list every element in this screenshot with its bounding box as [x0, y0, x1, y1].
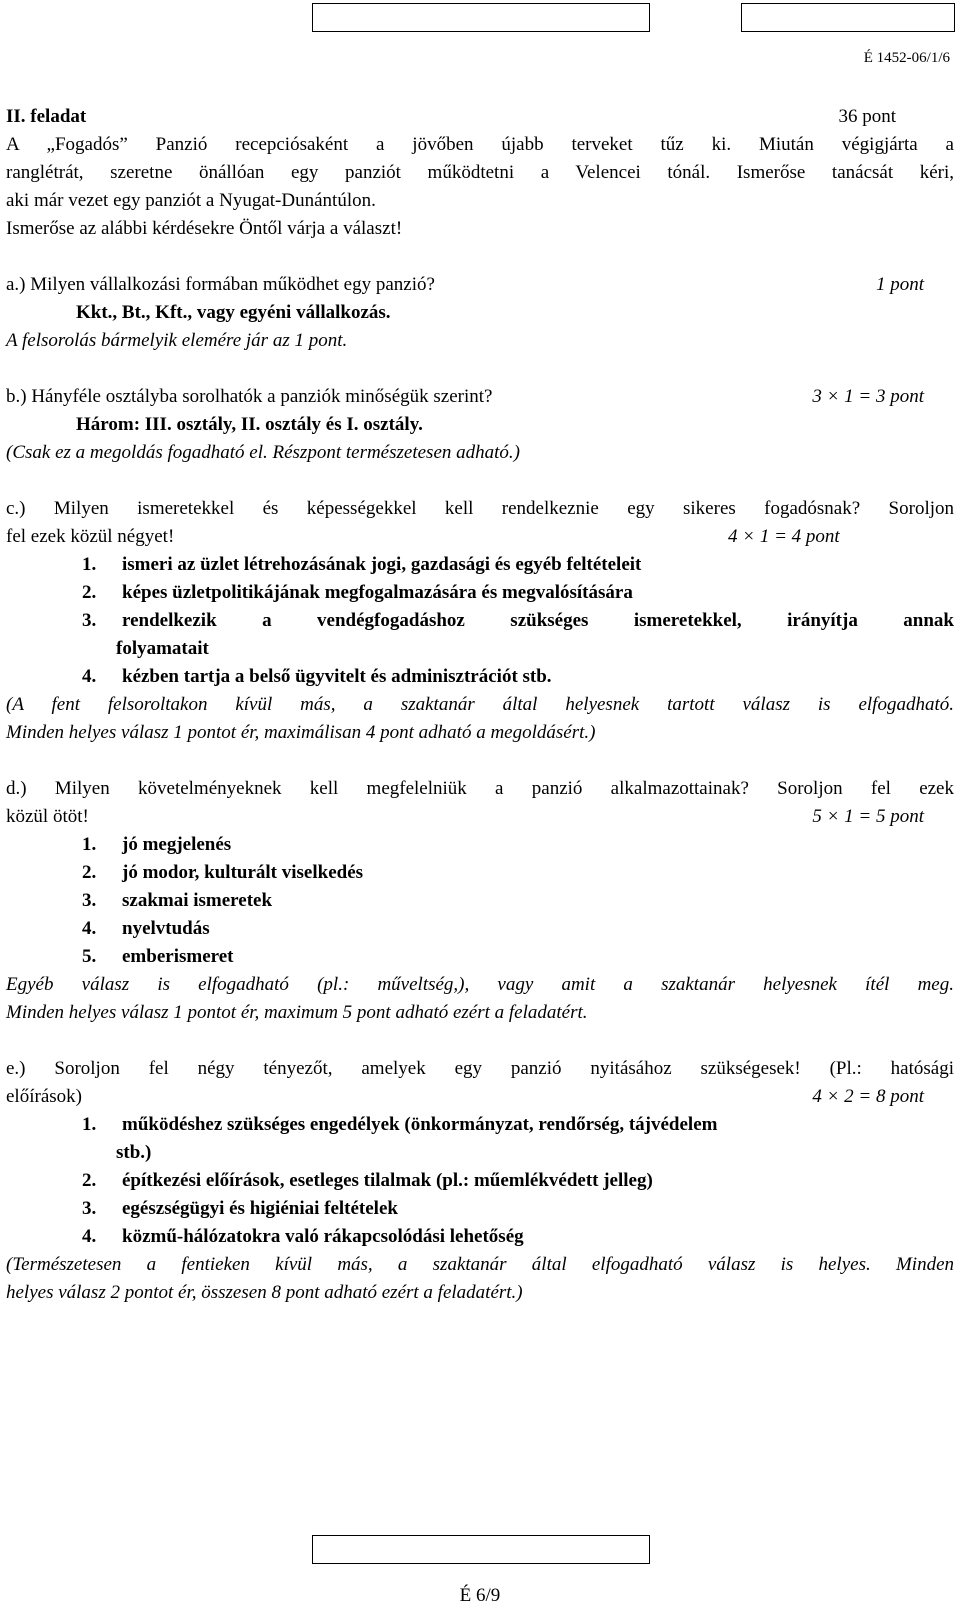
list-item-text: működéshez szükséges engedélyek (önkormányzat, rendőrség, tájvédelem: [122, 1114, 718, 1135]
list-item-text: közmű-hálózatokra való rákapcsolódási lehetőség: [122, 1226, 524, 1247]
list-item: [6, 944, 954, 970]
intro-line-2: ranglétrát, szeretne önállóan egy panziót működtetni a Velencei tónál. Ismerőse tanácsát kéri,: [6, 162, 954, 183]
list-item-text: jó modor, kulturált viselkedés: [122, 862, 364, 883]
page-number: É 6/9: [459, 1585, 501, 1606]
list-item-number: 4.: [82, 1226, 97, 1247]
question-e-text-2: előírások): [6, 1086, 82, 1107]
list-item: [6, 552, 954, 578]
intro-line-1: A „Fogadós” Panzió recepciósaként a jövőben újabb terveket tűz ki. Miután végigjárta a: [6, 134, 954, 155]
question-c-line-2: [6, 524, 954, 550]
question-b-points: 3 × 1 = 3 pont: [812, 386, 924, 407]
list-item-text: emberismeret: [122, 946, 234, 967]
intro-line-3: aki már vezet egy panziót a Nyugat-Dunántúlon.: [6, 190, 376, 211]
list-item-text: egészségügyi és higiéniai feltételek: [122, 1198, 398, 1219]
list-item-text: rendelkezik a vendégfogadáshoz szükséges ismeretekkel, irányítja annak: [122, 610, 954, 631]
list-item-continuation: stb.): [116, 1142, 152, 1163]
list-item-text: kézben tartja a belső ügyvitelt és adminisztrációt stb.: [122, 666, 552, 687]
question-c-text-2: fel ezek közül négyet!: [6, 526, 175, 547]
list-item: [6, 1224, 954, 1250]
list-item-number: 3.: [82, 610, 97, 631]
note-c-line-1: (A fent felsoroltakon kívül más, a szaktanár által helyesnek tartott válasz is elfogadható.: [6, 694, 954, 715]
task-heading: [6, 104, 954, 130]
question-e-points: 4 × 2 = 8 pont: [812, 1086, 924, 1107]
question-c-points: 4 × 1 = 4 pont: [728, 526, 840, 547]
intro-line-4: Ismerőse az alábbi kérdésekre Öntől várja a választ!: [6, 218, 403, 239]
list-item-text: jó megjelenés: [122, 834, 232, 855]
question-b: [6, 384, 954, 410]
list-item-number: 3.: [82, 1198, 97, 1219]
question-d-line-2: [6, 804, 954, 830]
list-item: [6, 860, 954, 886]
list-item: [6, 888, 954, 914]
question-b-text: b.) Hányféle osztályba sorolhatók a panziók minőségük szerint?: [6, 386, 493, 407]
question-e-line-1: e.) Soroljon fel négy tényezőt, amelyek egy panzió nyitásához szükségesek! (Pl.: hatósági: [6, 1058, 954, 1079]
question-d-text-2: közül ötöt!: [6, 806, 89, 827]
list-item-number: 1.: [82, 834, 97, 855]
answer-a: Kkt., Bt., Kft., vagy egyéni vállalkozás.: [76, 302, 391, 323]
document-code: É 1452-06/1/6: [863, 50, 950, 66]
list-item-text: nyelvtudás: [122, 918, 210, 939]
list-item-number: 2.: [82, 862, 97, 883]
list-item-number: 3.: [82, 890, 97, 911]
list-item-number: 2.: [82, 1170, 97, 1191]
list-item-text: ismeri az üzlet létrehozásának jogi, gazdasági és egyéb feltételeit: [122, 554, 642, 575]
note-d-line-2: Minden helyes válasz 1 pontot ér, maximum 5 pont adható ezért a feladatért.: [6, 1002, 588, 1023]
task-title: II. feladat: [6, 106, 87, 127]
list-item: [6, 1168, 954, 1194]
list-item-number: 4.: [82, 666, 97, 687]
question-d-points: 5 × 1 = 5 pont: [812, 806, 924, 827]
question-a: [6, 272, 954, 298]
question-c-line-1: c.) Milyen ismeretekkel és képességekkel kell rendelkeznie egy sikeres fogadósnak? Soroljon: [6, 498, 954, 519]
list-item: [6, 1112, 954, 1138]
list-item: [6, 916, 954, 942]
note-c-line-2: Minden helyes válasz 1 pontot ér, maximálisan 4 pont adható a megoldásért.): [6, 722, 596, 743]
header-box-right: [741, 3, 955, 32]
list-item-text: képes üzletpolitikájának megfogalmazására és megvalósítására: [122, 582, 633, 603]
list-item-text: szakmai ismeretek: [122, 890, 273, 911]
task-points: 36 pont: [838, 106, 896, 127]
note-a: A felsorolás bármelyik elemére jár az 1 pont.: [6, 330, 348, 351]
list-item-number: 1.: [82, 554, 97, 575]
note-b: (Csak ez a megoldás fogadható el. Részpont természetesen adható.): [6, 442, 520, 463]
note-e-line-2: helyes válasz 2 pontot ér, összesen 8 pont adható ezért a feladatért.): [6, 1282, 523, 1303]
question-a-points: 1 pont: [875, 274, 924, 295]
header-box-left: [312, 3, 650, 32]
list-item: [6, 832, 954, 858]
note-e-line-1: (Természetesen a fentieken kívül más, a szaktanár által elfogadható válasz is helyes. Minden: [6, 1254, 954, 1275]
answer-b: Három: III. osztály, II. osztály és I. osztály.: [76, 414, 423, 435]
question-a-text: a.) Milyen vállalkozási formában működhet egy panzió?: [6, 274, 435, 295]
list-item: [6, 580, 954, 606]
list-item: [6, 608, 954, 634]
note-d-line-1: Egyéb válasz is elfogadható (pl.: műveltség,), vagy amit a szaktanár helyesnek ítél meg.: [6, 974, 954, 995]
list-item-continuation: folyamatait: [116, 638, 209, 659]
question-e-line-2: [6, 1084, 954, 1110]
list-item: [6, 664, 954, 690]
list-item-text: építkezési előírások, esetleges tilalmak (pl.: műemlékvédett jelleg): [122, 1170, 653, 1191]
list-item-number: 4.: [82, 918, 97, 939]
list-item-number: 2.: [82, 582, 97, 603]
footer-box: [312, 1535, 650, 1564]
list-item: [6, 1196, 954, 1222]
list-item-number: 5.: [82, 946, 97, 967]
question-d-line-1: d.) Milyen követelményeknek kell megfelelniük a panzió alkalmazottainak? Soroljon fel ezek: [6, 778, 954, 799]
list-item-number: 1.: [82, 1114, 97, 1135]
